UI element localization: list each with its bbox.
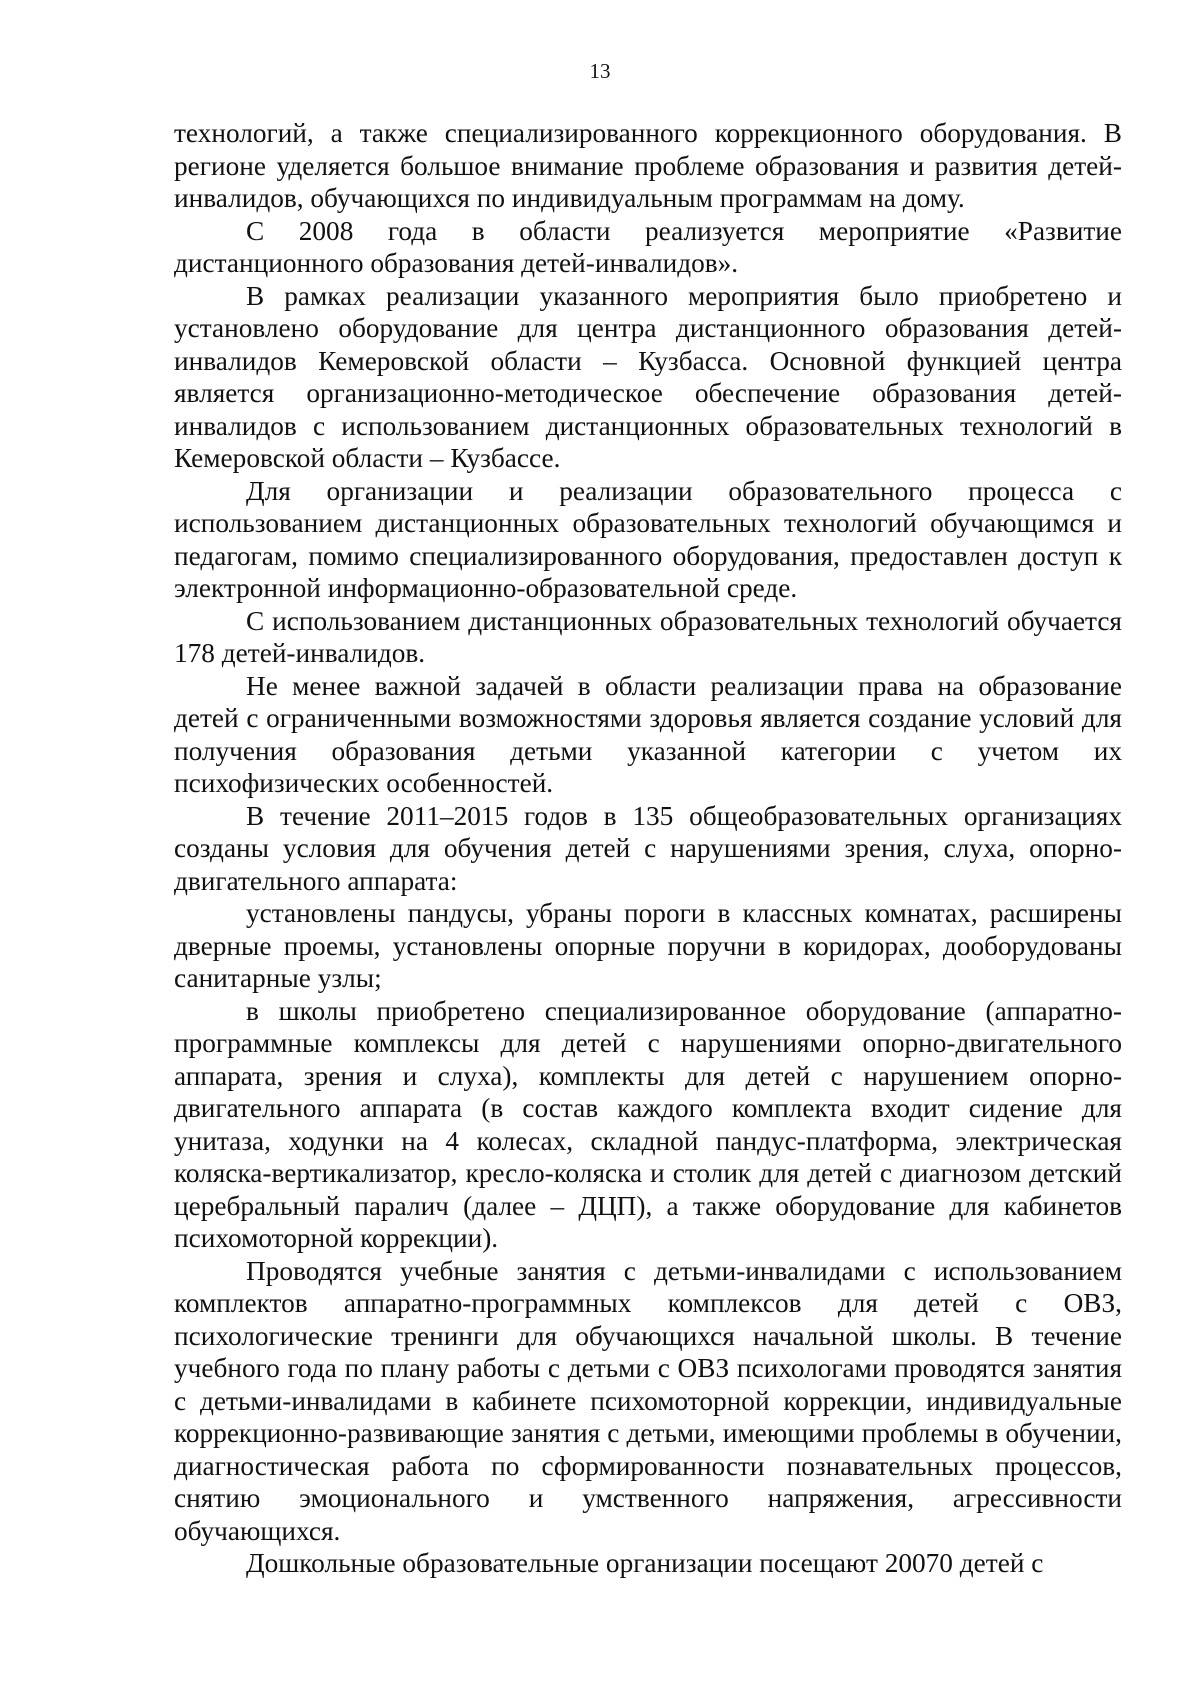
body-text — [174, 117, 1122, 1580]
paragraph: Проводятся учебные занятия с детьми-инвалидами с использованием комплектов аппаратно-программных комплексов для детей с ОВЗ, психологические тренинги для обучающихся начальной школы. В течение учебного года по плану работы с детьми с ОВЗ психологами проводятся занятия с детьми-инвалидами в кабинете психомоторной коррекции, индивидуальные коррекционно-развивающие занятия с детьми, имеющими проблемы в обучении, диагностическая работа по сформированности познавательных процессов, снятию эмоционального и умственного напряжения, агрессивности обучающихся. — [174, 1255, 1122, 1546]
paragraph: В рамках реализации указанного мероприятия было приобретено и установлено оборудование для центра дистанционного образования детей-инвалидов Кемеровской области – Кузбасса. Основной функцией центра является организационно-методическое обеспечение образования детей-инвалидов с использованием дистанционных образовательных технологий в Кемеровской области – Кузбассе. — [174, 280, 1122, 473]
paragraph: в школы приобретено специализированное оборудование (аппаратно-программные комплексы для детей с нарушениями опорно-двигательного аппарата, зрения и слуха), комплекты для детей с нарушением опорно-двигательного аппарата (в состав каждого комплекта входит сидение для унитаза, ходунки на 4 колесах, складной пандус-платформа, электрическая коляска-вертикализатор, кресло-коляска и столик для детей с диагнозом детский церебральный паралич (далее – ДЦП), а также оборудование для кабинетов психомоторной коррекции). — [174, 995, 1122, 1253]
page-number: 13 — [589, 59, 611, 83]
paragraph: С использованием дистанционных образовательных технологий обучается 178 детей-инвалидов. — [174, 605, 1122, 668]
paragraph: Не менее важной задачей в области реализации права на образование детей с ограниченными возможностями здоровья является создание условий для получения образования детьми указанной категории с учетом их психофизических особенностей. — [174, 670, 1122, 798]
paragraph: Для организации и реализации образовательного процесса с использованием дистанционных образовательных технологий обучающимся и педагогам, помимо специализированного оборудования, предоставлен доступ к электронной информационно-образовательной среде. — [174, 475, 1122, 603]
paragraph: С 2008 года в области реализуется мероприятие «Развитие дистанционного образования детей-инвалидов». — [174, 215, 1122, 278]
paragraph: В течение 2011–2015 годов в 135 общеобразовательных организациях созданы условия для обучения детей с нарушениями зрения, слуха, опорно-двигательного аппарата: — [174, 800, 1122, 896]
paragraph: технологий, а также специализированного коррекционного оборудования. В регионе уделяется большое внимание проблеме образования и развития детей-инвалидов, обучающихся по индивидуальным программам на дому. — [174, 118, 1122, 213]
paragraph: Дошкольные образовательные организации посещают 20070 детей с — [246, 1548, 1044, 1578]
paragraph: установлены пандусы, убраны пороги в классных комнатах, расширены дверные проемы, установлены опорные поручни в коридорах, дооборудованы санитарные узлы; — [174, 898, 1122, 993]
